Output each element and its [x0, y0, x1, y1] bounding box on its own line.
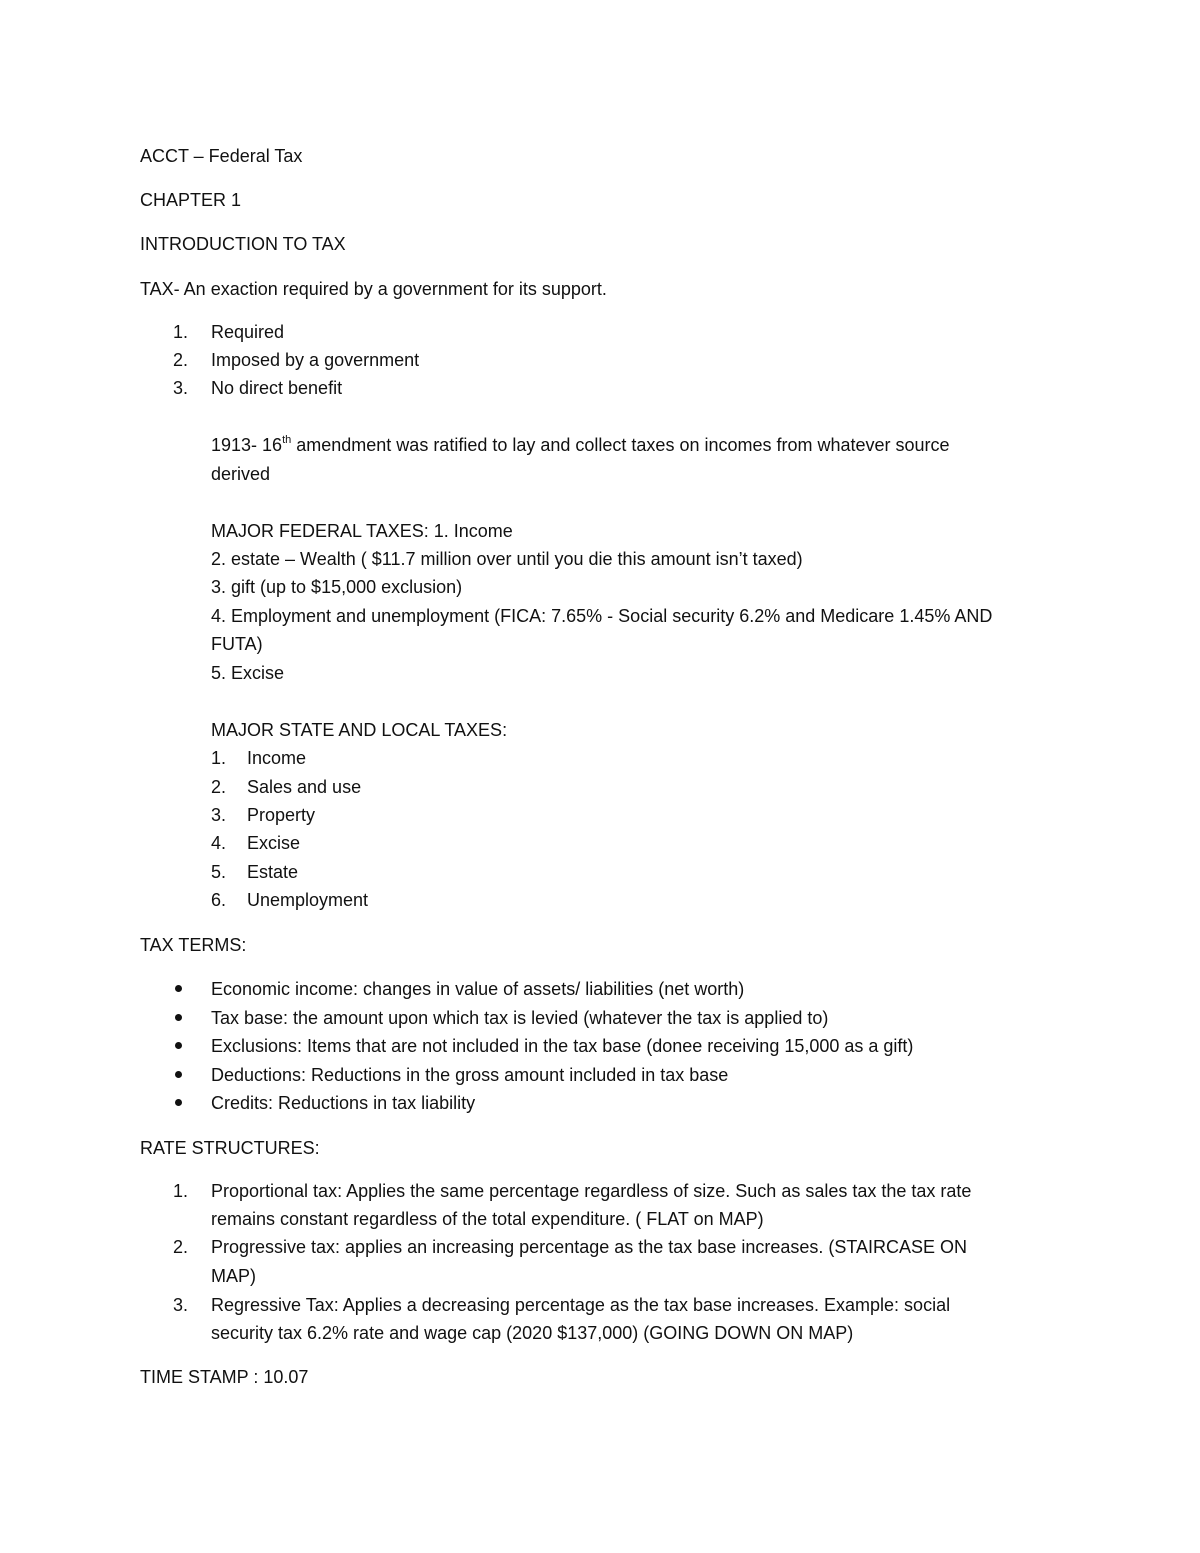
- bullet-icon: [175, 1071, 182, 1078]
- rate-structure-item-continued: remains constant regardless of the total expenditure. ( FLAT on MAP): [211, 1209, 764, 1229]
- federal-tax-line: 3. gift (up to $15,000 exclusion): [211, 577, 463, 597]
- rate-structure-item: Regressive Tax: Applies a decreasing percentage as the tax base increases. Example: social: [211, 1295, 951, 1315]
- amendment-text: amendment was ratified to lay and collect taxes on incomes from whatever source: [291, 435, 950, 455]
- list-item: Sales and use: [247, 777, 362, 797]
- rate-structure-item: Progressive tax: applies an increasing percentage as the tax base increases. (STAIRCASE ON: [211, 1237, 968, 1257]
- tax-term-item: Deductions: Reductions in the gross amount included in tax base: [211, 1065, 729, 1085]
- amendment-ordinal-suffix: th: [282, 434, 292, 446]
- amendment-year: 1913- 16: [211, 435, 283, 455]
- bullet-icon: [175, 1042, 182, 1049]
- list-number: 3.: [211, 805, 227, 825]
- list-number: 5.: [211, 862, 227, 882]
- chapter-label: CHAPTER 1: [140, 190, 242, 210]
- tax-terms-heading: TAX TERMS:: [140, 935, 247, 955]
- list-number: 3.: [173, 1295, 189, 1315]
- section-heading: INTRODUCTION TO TAX: [140, 234, 346, 254]
- federal-tax-line: 4. Employment and unemployment (FICA: 7.65% - Social security 6.2% and Medicare 1.45% AND: [211, 606, 993, 626]
- rate-structure-item: Proportional tax: Applies the same percentage regardless of size. Such as sales tax the tax rate: [211, 1181, 972, 1201]
- timestamp: TIME STAMP : 10.07: [140, 1367, 309, 1387]
- list-number: 2.: [173, 350, 189, 370]
- rate-structure-item-continued: MAP): [211, 1266, 256, 1286]
- amendment-line-continued: derived: [211, 464, 271, 484]
- list-item: Estate: [247, 862, 299, 882]
- list-number: 2.: [173, 1237, 189, 1257]
- list-item: Excise: [247, 833, 301, 853]
- tax-term-item: Credits: Reductions in tax liability: [211, 1093, 476, 1113]
- list-number: 1.: [211, 748, 227, 768]
- federal-taxes-heading: MAJOR FEDERAL TAXES: 1. Income: [211, 521, 513, 541]
- list-number: 6.: [211, 890, 227, 910]
- rate-structures-heading: RATE STRUCTURES:: [140, 1138, 320, 1158]
- tax-term-item: Economic income: changes in value of assets/ liabilities (net worth): [211, 979, 745, 999]
- federal-tax-line: 2. estate – Wealth ( $11.7 million over until you die this amount isn’t taxed): [211, 549, 803, 569]
- list-item: Required: [211, 322, 285, 342]
- list-item: Imposed by a government: [211, 350, 420, 370]
- list-number: 1.: [173, 1181, 189, 1201]
- list-item: Income: [247, 748, 307, 768]
- list-item: Property: [247, 805, 316, 825]
- federal-tax-line: 5. Excise: [211, 663, 285, 683]
- list-number: 1.: [173, 322, 189, 342]
- rate-structure-item-continued: security tax 6.2% rate and wage cap (2020 $137,000) (GOING DOWN ON MAP): [211, 1323, 854, 1343]
- bullet-icon: [175, 1014, 182, 1021]
- document-title: ACCT – Federal Tax: [140, 146, 303, 166]
- federal-tax-line: FUTA): [211, 634, 263, 654]
- list-item: No direct benefit: [211, 378, 343, 398]
- tax-definition: TAX- An exaction required by a government for its support.: [140, 279, 607, 299]
- bullet-icon: [175, 985, 182, 992]
- list-item: Unemployment: [247, 890, 369, 910]
- state-local-heading: MAJOR STATE AND LOCAL TAXES:: [211, 720, 508, 740]
- list-number: 3.: [173, 378, 189, 398]
- list-number: 4.: [211, 833, 227, 853]
- bullet-icon: [175, 1099, 182, 1106]
- amendment-line: [211, 434, 950, 456]
- tax-term-item: Tax base: the amount upon which tax is levied (whatever the tax is applied to): [211, 1008, 829, 1028]
- list-number: 2.: [211, 777, 227, 797]
- tax-term-item: Exclusions: Items that are not included in the tax base (donee receiving 15,000 as a gift): [211, 1036, 914, 1056]
